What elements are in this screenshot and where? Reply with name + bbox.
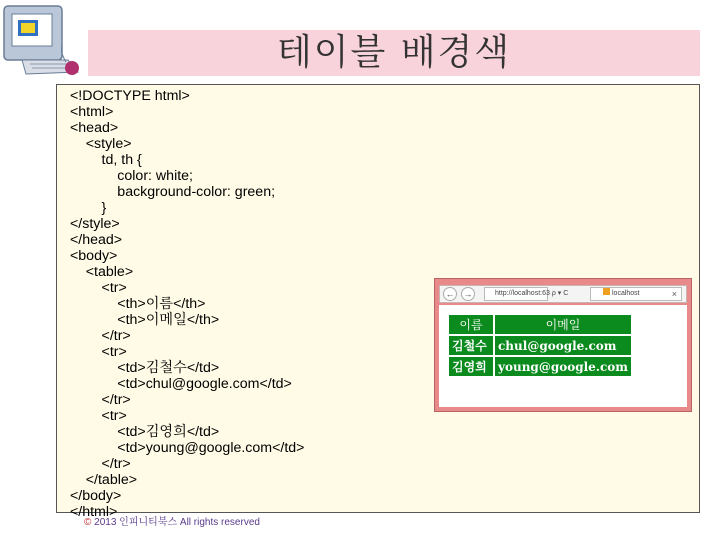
code-line: <td>김철수</td> [70,360,220,376]
browser-tab [590,287,682,301]
copyright-symbol: © [84,517,92,528]
code-line: td, th { [70,152,142,168]
computer-logo-icon [2,2,88,84]
code-line: </tr> [70,392,131,408]
code-line: <table> [70,264,134,280]
code-line: background-color: green; [70,184,276,200]
code-line: <style> [70,136,132,152]
cell-name: 김철수 [449,336,493,355]
code-line: </tr> [70,456,131,472]
table-row [449,357,631,376]
copyright-text: 2013 인피니티북스 All rights reserved [91,517,260,528]
code-line: </tr> [70,328,131,344]
address-text: http://localhost:63 ρ ▾ C [495,290,569,297]
code-line: </head> [70,232,123,248]
code-line: <td>chul@google.com</td> [70,376,292,392]
code-listing [70,88,304,520]
code-line: <tr> [70,408,127,424]
close-icon: × [671,289,677,299]
code-line: <tr> [70,344,127,360]
back-icon: ← [443,287,457,301]
code-line: <td>young@google.com</td> [70,440,305,456]
code-line: </html> [70,504,118,520]
code-line: color: white; [70,168,193,184]
code-line: <tr> [70,280,127,296]
code-line: <td>김영희</td> [70,424,220,440]
browser-content [439,305,687,407]
cell-email: young@google.com [495,357,631,376]
code-line: } [70,200,107,216]
code-line: <head> [70,120,119,136]
code-line: </style> [70,216,120,232]
code-line: <th>이메일</th> [70,312,220,328]
address-bar [484,287,569,301]
slide-title: 테이블 배경색 [276,32,512,73]
page-icon [603,288,610,295]
code-line: </table> [70,472,138,488]
code-line: <html> [70,104,114,120]
cell-name: 김영희 [449,357,493,376]
copyright-footer [84,513,260,528]
code-line: <body> [70,248,118,264]
code-line: </body> [70,488,122,504]
browser-screenshot [434,278,692,412]
code-line: <th>이름</th> [70,296,206,312]
tab-label: localhost [612,290,640,297]
table-header-row [449,315,631,334]
header-name: 이름 [449,315,493,334]
forward-icon: → [461,287,475,301]
cell-email: chul@google.com [495,336,631,355]
code-line: <!DOCTYPE html> [70,88,190,104]
header-email: 이메일 [495,315,631,334]
rendered-table [447,313,633,378]
table-row [449,336,631,355]
browser-toolbar [439,285,687,303]
